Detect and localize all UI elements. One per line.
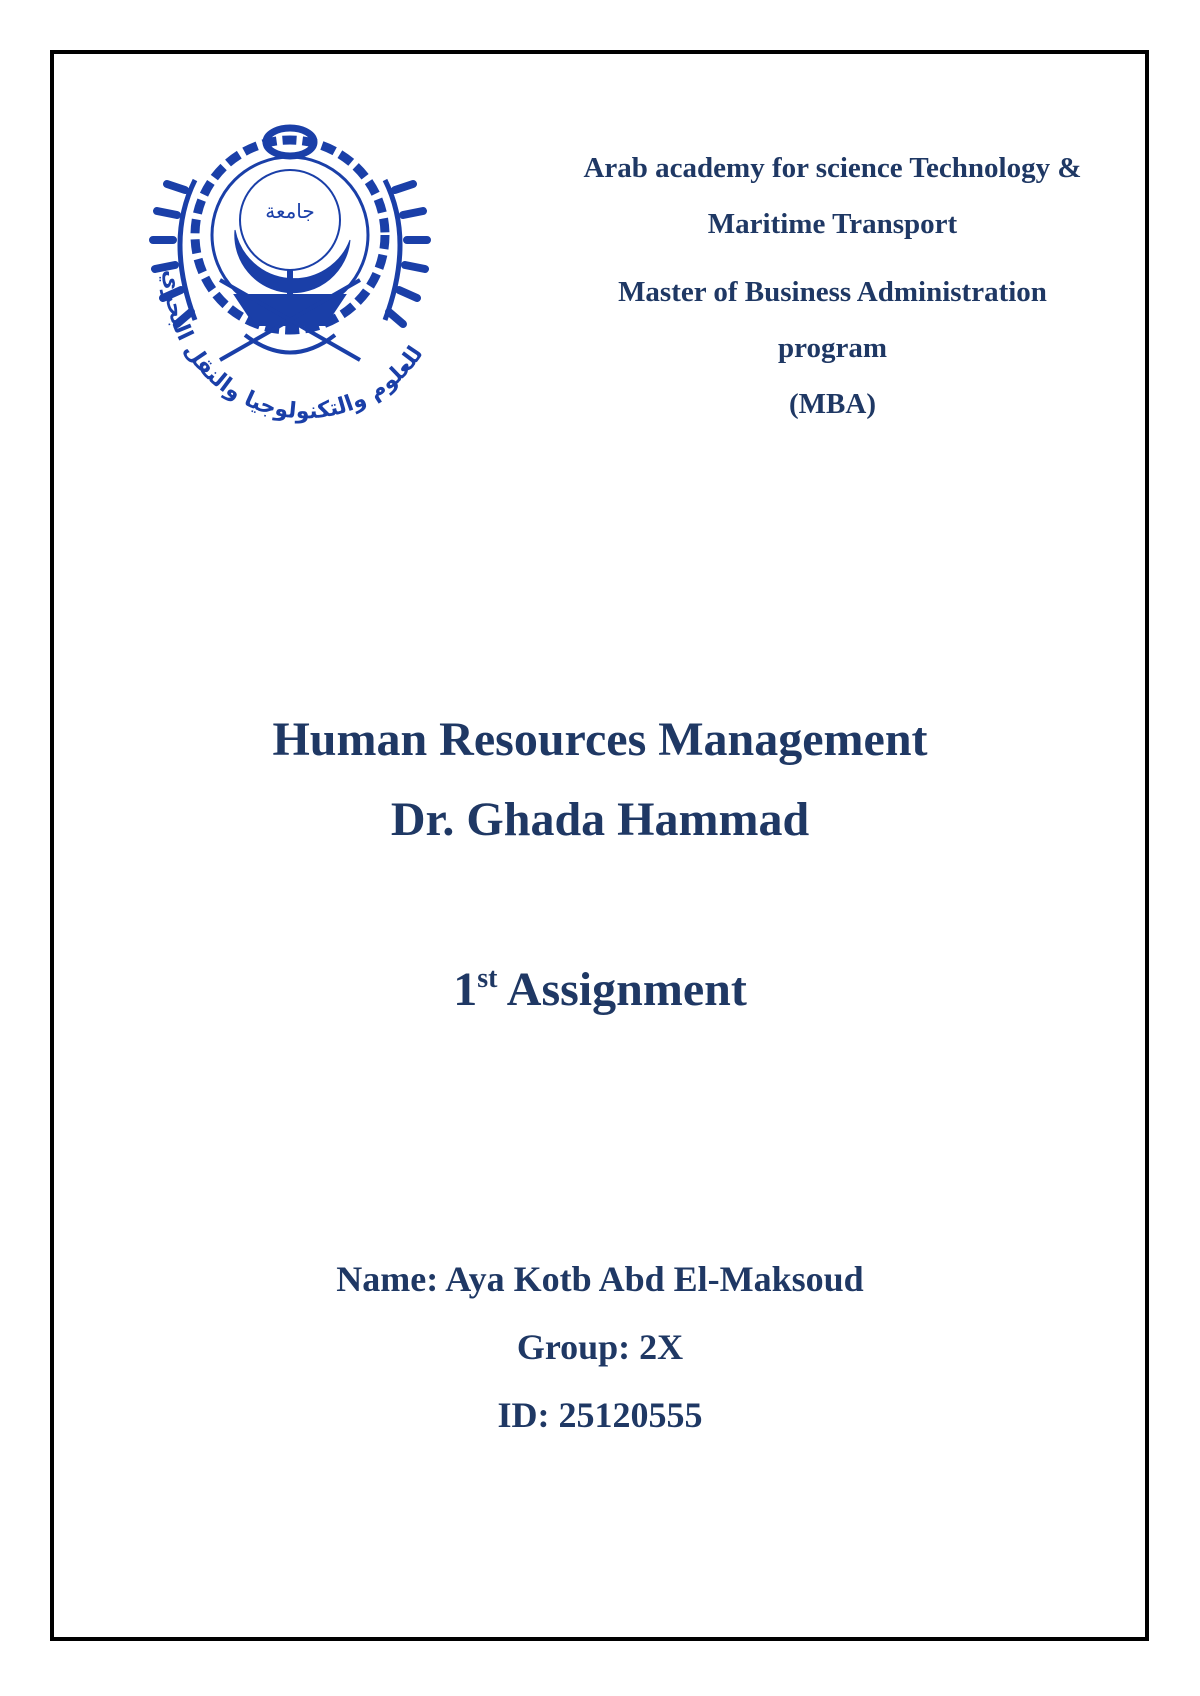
svg-text:الأكاديمية العربية للعلوم والت: للعلوم والتكنولوجيا والنقل البحري xyxy=(158,269,429,425)
student-info xyxy=(0,1245,1200,1449)
student-group: Group: 2X xyxy=(516,1327,684,1367)
program-name-line1: Master of Business Administration xyxy=(618,276,1047,308)
institution-name-line1: Arab academy for science Technology & xyxy=(583,152,1082,184)
assignment-title xyxy=(0,960,1200,1020)
assignment-ordinal-suffix: st xyxy=(477,963,498,994)
svg-text:جامعة: جامعة xyxy=(265,199,315,223)
program-name-line2: program xyxy=(777,332,887,364)
course-info xyxy=(0,700,1200,860)
course-title: Human Resources Management xyxy=(272,713,928,766)
student-name: Name: Aya Kotb Abd El-Maksoud xyxy=(336,1259,864,1299)
institution-header xyxy=(545,140,1120,432)
student-id: ID: 25120555 xyxy=(497,1395,703,1435)
institution-name-line2: Maritime Transport xyxy=(707,208,958,240)
assignment-number: 1 xyxy=(453,963,478,1016)
assignment-label: Assignment xyxy=(506,963,747,1016)
instructor-name: Dr. Ghada Hammad xyxy=(390,793,810,846)
program-abbreviation: (MBA) xyxy=(789,388,876,420)
institution-emblem-icon xyxy=(125,120,475,450)
